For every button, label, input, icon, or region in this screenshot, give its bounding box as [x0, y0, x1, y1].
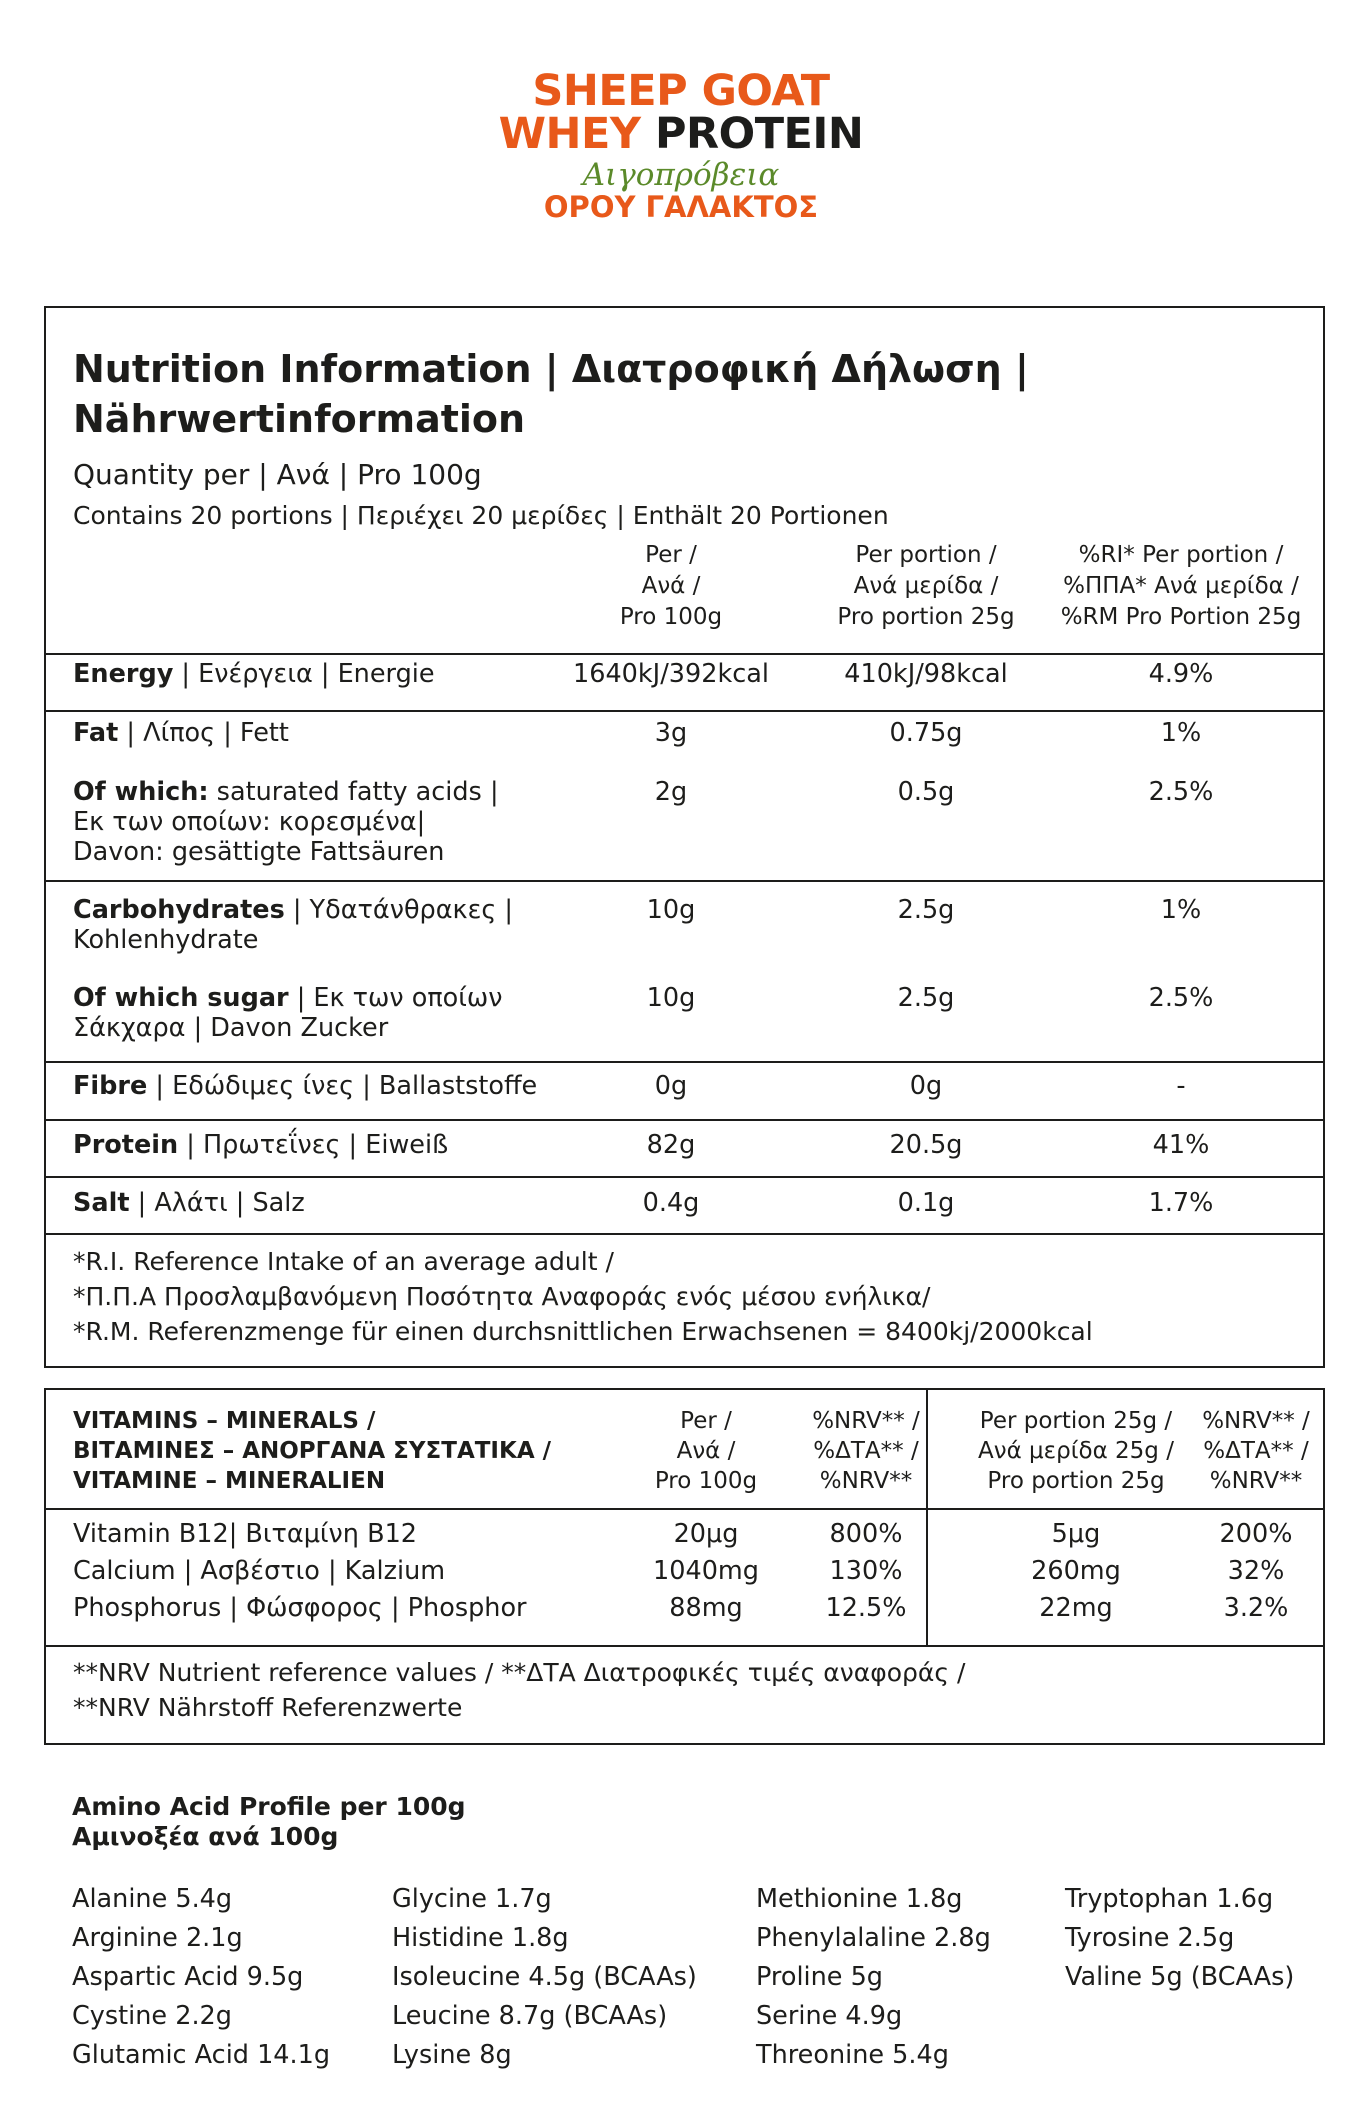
col-header-line: Per / — [680, 1408, 732, 1434]
amino-title-line: Amino Acid Profile per 100g — [72, 1792, 466, 1821]
footnote-line: **NRV Nährstoff Referenzwerte — [73, 1693, 463, 1722]
divider — [46, 1645, 1323, 1647]
saturated-per-portion: 0.5g — [897, 777, 955, 807]
amino-acid-title — [72, 1792, 466, 1852]
vit-col-header-nrv-100g — [791, 1406, 941, 1496]
amino-acid-item: Leucine 8.7g (BCAAs) — [392, 2001, 668, 2031]
energy-per-100g: 1640kJ/392kcal — [573, 659, 769, 689]
col-header-line: %ΠΠΑ* Ανά μερίδα / — [1063, 573, 1299, 599]
row-label-rest: | Εδώδιμες ίνες | Ballaststoffe — [147, 1071, 538, 1101]
row-label-rest: | Αλάτι | Salz — [129, 1188, 305, 1218]
fat-per-portion: 0.75g — [889, 718, 963, 748]
col-header-line: Pro 100g — [619, 604, 723, 630]
saturated-per-100g: 2g — [654, 777, 688, 807]
row-label-rest: | Εκ των οποίων — [288, 983, 503, 1013]
row-label-line-2: Kohlenhydrate — [73, 925, 259, 955]
amino-column-3 — [756, 1880, 991, 2075]
divider — [46, 1176, 1323, 1178]
vit-col-header-per-100g — [626, 1406, 786, 1496]
amino-column-2 — [392, 1880, 697, 2075]
divider — [46, 880, 1323, 882]
amino-acid-item: Threonine 5.4g — [756, 2040, 949, 2070]
amino-acid-item: Phenylalaline 2.8g — [756, 1923, 991, 1953]
brand-line-2 — [0, 109, 1362, 159]
amino-acid-item: Proline 5g — [756, 1962, 883, 1992]
carbohydrates-per-100g: 10g — [646, 895, 696, 925]
col-header-line: Per portion / — [855, 542, 997, 568]
row-label-bold: Of which: — [73, 777, 209, 807]
row-label-bold: Protein — [73, 1130, 179, 1160]
row-label-rest: | Λίπος | Fett — [118, 718, 289, 748]
row-energy-label — [73, 659, 435, 689]
row-label-line-3: Davon: gesättigte Fattsäuren — [73, 837, 445, 867]
col-header-line: Ανά / — [676, 1438, 736, 1464]
divider — [46, 1061, 1323, 1063]
vitamin-value: 32% — [1227, 1556, 1285, 1586]
nutrition-title — [73, 344, 1029, 444]
row-label-bold: Of which sugar — [73, 983, 289, 1013]
vitamin-nrv-100g — [791, 1516, 941, 1627]
vitamin-names — [73, 1516, 527, 1627]
amino-column-4 — [1065, 1880, 1294, 1997]
amino-acid-item: Arginine 2.1g — [72, 1923, 243, 1953]
protein-per-100g: 82g — [646, 1130, 696, 1160]
col-header-line: %NRV** — [819, 1468, 913, 1494]
quantity-label: Quantity per | Ανά | Pro 100g — [73, 458, 482, 491]
row-label-line-2: Εκ των οποίων: κορεσμένα| — [73, 807, 426, 837]
col-header-line: %ΔΤΑ** / — [813, 1438, 919, 1464]
row-protein-label — [73, 1130, 448, 1160]
vitamin-value: 800% — [829, 1519, 903, 1549]
row-saturated-label — [73, 777, 499, 867]
sugar-per-100g: 10g — [646, 983, 696, 1013]
vitamin-value: 1040mg — [653, 1556, 759, 1586]
vit-col-header-per-portion — [951, 1406, 1201, 1496]
row-carbohydrates-label — [73, 895, 513, 955]
footnote-line: *R.I. Reference Intake of an average adult / — [73, 1247, 614, 1276]
vitamin-value: 20μg — [673, 1519, 739, 1549]
col-header-line: %NRV** / — [812, 1408, 920, 1434]
row-sugar-label — [73, 983, 503, 1043]
col-header-line: Pro portion 25g — [987, 1468, 1165, 1494]
col-header-line: %NRV** / — [1202, 1408, 1310, 1434]
row-label-bold: Salt — [73, 1188, 130, 1218]
brand-word-protein: PROTEIN — [655, 109, 864, 159]
col-header-line: %NRV** — [1209, 1468, 1303, 1494]
vitamins-heading-line: VITAMINE – MINERALIEN — [73, 1468, 386, 1494]
col-header-line: %ΔΤΑ** / — [1203, 1438, 1309, 1464]
footnote-line: *Π.Π.Α Προσλαμβανόμενη Ποσότητα Αναφοράς ενός μέσου ενήλικα/ — [73, 1282, 931, 1311]
col-header-line: Pro portion 25g — [837, 604, 1015, 630]
amino-acid-item: Aspartic Acid 9.5g — [72, 1962, 304, 1992]
vitamin-nrv-portion — [1191, 1516, 1321, 1627]
amino-acid-item: Tyrosine 2.5g — [1065, 1923, 1235, 1953]
amino-acid-item: Serine 4.9g — [756, 2001, 903, 2031]
fibre-ri: - — [1176, 1071, 1186, 1101]
amino-column-1 — [72, 1880, 330, 2075]
row-label-rest: | Υδατάνθρακες | — [284, 895, 514, 925]
col-header-line: %RI* Per portion / — [1078, 542, 1284, 568]
vitamin-value: 260mg — [1031, 1556, 1121, 1586]
vitamin-value: 130% — [829, 1556, 903, 1586]
nutrition-table — [44, 306, 1325, 1368]
row-label-bold: Fat — [73, 718, 119, 748]
amino-acid-item: Glutamic Acid 14.1g — [72, 2040, 331, 2070]
salt-ri: 1.7% — [1148, 1188, 1214, 1218]
vitamins-footnotes — [73, 1655, 965, 1725]
portions-label: Contains 20 portions | Περιέχει 20 μερίδες | Enthält 20 Portionen — [73, 501, 889, 530]
row-label-line-2: Σάκχαρα | Davon Zucker — [73, 1013, 389, 1043]
saturated-ri: 2.5% — [1148, 777, 1214, 807]
vitamin-value: 22mg — [1039, 1593, 1113, 1623]
fat-per-100g: 3g — [654, 718, 688, 748]
col-header-line: Pro 100g — [654, 1468, 758, 1494]
vitamin-per-100g — [626, 1516, 786, 1627]
col-header-line: Per portion 25g / — [979, 1408, 1173, 1434]
fat-ri: 1% — [1160, 718, 1202, 748]
amino-acid-item: Histidine 1.8g — [392, 1923, 569, 1953]
energy-ri: 4.9% — [1148, 659, 1214, 689]
row-label-bold: Energy — [73, 659, 174, 689]
vitamin-row-name: Vitamin B12| Βιταμίνη B12 — [73, 1519, 418, 1549]
footnote-line: **NRV Nutrient reference values / **ΔΤΑ Διατροφικές τιμές αναφοράς / — [73, 1658, 966, 1687]
energy-per-portion: 410kJ/98kcal — [844, 659, 1008, 689]
amino-acid-item: Glycine 1.7g — [392, 1884, 552, 1914]
fibre-per-portion: 0g — [909, 1071, 943, 1101]
salt-per-100g: 0.4g — [642, 1188, 700, 1218]
carbohydrates-ri: 1% — [1160, 895, 1202, 925]
amino-acid-item: Alanine 5.4g — [72, 1884, 233, 1914]
vitamin-value: 5μg — [1051, 1519, 1101, 1549]
amino-acid-item: Valine 5g (BCAAs) — [1065, 1962, 1295, 1992]
divider — [46, 653, 1323, 655]
nutrition-title-line-2: Nährwertinformation — [73, 397, 526, 441]
sugar-ri: 2.5% — [1148, 983, 1214, 1013]
row-fat-label — [73, 718, 289, 748]
vit-col-header-nrv-portion — [1191, 1406, 1321, 1496]
amino-acid-item: Isoleucine 4.5g (BCAAs) — [392, 1962, 697, 1992]
col-header-line: %RM Pro Portion 25g — [1060, 604, 1302, 630]
divider — [46, 710, 1323, 712]
row-label-bold: Fibre — [73, 1071, 148, 1101]
brand-line-1: SHEEP GOAT — [532, 66, 830, 116]
divider — [46, 1119, 1323, 1121]
vitamins-heading-line: VITAMINS – MINERALS / — [73, 1408, 376, 1434]
col-header-per-100g — [536, 540, 806, 633]
col-header-per-portion — [791, 540, 1061, 633]
carbohydrates-per-portion: 2.5g — [897, 895, 955, 925]
vitamins-heading — [73, 1406, 551, 1496]
col-header-line: Per / — [645, 542, 697, 568]
col-header-ri-percent — [1036, 540, 1326, 633]
vitamin-value: 12.5% — [825, 1593, 907, 1623]
brand-word-whey: WHEY — [498, 109, 641, 159]
col-header-line: Ανά / — [641, 573, 701, 599]
footnote-line: *R.M. Referenzmenge für einen durchsnittlichen Erwachsenen = 8400kj/2000kcal — [73, 1317, 1093, 1346]
vitamins-heading-line: ΒΙΤΑΜΙΝΕΣ – ΑΝΟΡΓΑΝΑ ΣΥΣΤΑΤΙΚΑ / — [73, 1438, 552, 1464]
sugar-per-portion: 2.5g — [897, 983, 955, 1013]
vitamins-table — [44, 1388, 1325, 1745]
divider — [46, 1233, 1323, 1235]
salt-per-portion: 0.1g — [897, 1188, 955, 1218]
protein-per-portion: 20.5g — [889, 1130, 963, 1160]
row-label-rest: | Πρωτεΐνες | Eiweiß — [178, 1130, 449, 1160]
row-label-bold: Carbohydrates — [73, 895, 285, 925]
vitamin-value: 3.2% — [1223, 1593, 1289, 1623]
fibre-per-100g: 0g — [654, 1071, 688, 1101]
amino-acid-item: Tryptophan 1.6g — [1065, 1884, 1274, 1914]
amino-acid-item: Lysine 8g — [392, 2040, 512, 2070]
vitamin-row-name: Phosphorus | Φώσφορος | Phosphor — [73, 1593, 527, 1623]
nutrition-footnotes — [73, 1244, 1093, 1349]
col-header-line: Ανά μερίδα 25g / — [978, 1438, 1174, 1464]
brand-greek-subtitle: ΟΡΟΥ ΓΑΛΑΚΤΟΣ — [543, 190, 819, 224]
vitamin-per-portion — [951, 1516, 1201, 1627]
row-label-rest: | Ενέργεια | Energie — [173, 659, 435, 689]
protein-ri: 41% — [1152, 1130, 1210, 1160]
amino-acid-item: Methionine 1.8g — [756, 1884, 963, 1914]
row-salt-label — [73, 1188, 305, 1218]
divider — [46, 1508, 1323, 1510]
nutrition-title-line-1: Nutrition Information | Διατροφική Δήλωση | — [73, 347, 1029, 391]
vitamin-row-name: Calcium | Ασβέστιο | Kalzium — [73, 1556, 446, 1586]
vitamin-value: 200% — [1219, 1519, 1293, 1549]
vitamin-value: 88mg — [669, 1593, 743, 1623]
amino-acid-item: Cystine 2.2g — [72, 2001, 232, 2031]
brand-greek-script: Αιγοπρόβεια — [582, 157, 780, 193]
row-label-rest: saturated fatty acids | — [208, 777, 499, 807]
row-fibre-label — [73, 1071, 537, 1101]
col-header-line: Ανά μερίδα / — [853, 573, 999, 599]
amino-title-line: Αμινοξέα ανά 100g — [72, 1822, 339, 1851]
